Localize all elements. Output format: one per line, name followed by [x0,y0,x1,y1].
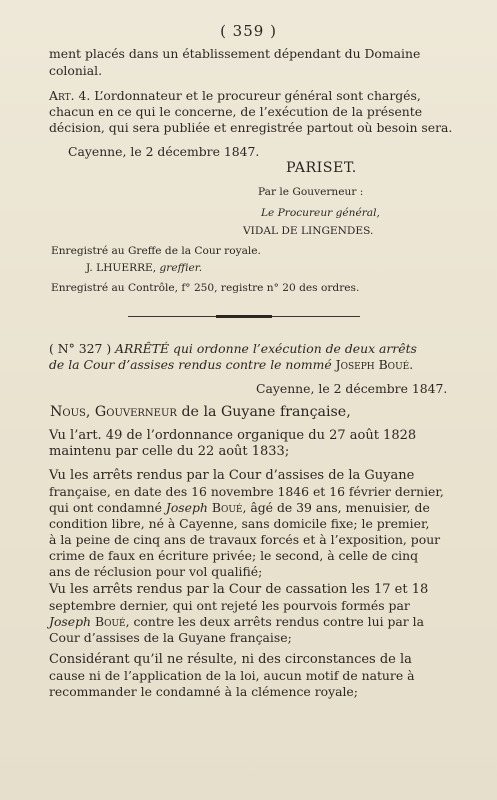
text-line: Cour d’assises de la Guyane française; [49,630,292,645]
greffier-line [86,262,202,274]
convict-name: Joseph Boué. [335,357,414,372]
gouverneur: Gouverneur [94,404,177,420]
decree-date: Cayenne, le 2 décembre 1847. [256,381,448,396]
section-divider [128,316,360,317]
text-line: colonial. [49,63,103,78]
greffe-line: Enregistré au Greffe de la Cour royale. [51,245,261,257]
convict-firstname: Joseph [165,500,208,515]
page-number: ( 359 ) [220,22,277,40]
text-span: , âgé de 39 ans, menuisier, de [242,500,430,515]
procureur-name: VIDAL DE LINGENDES. [243,225,374,237]
text-line: Considérant qu’il ne résulte, ni des circonstances de la [49,652,412,667]
signer-name: PARISET. [286,160,357,176]
by-governor-line: Par le Gouverneur : [258,186,364,198]
nous: Nous, [50,404,95,420]
text-line: maintenu par celle du 22 août 1833; [49,444,290,459]
convict-surname: Boué [207,500,243,515]
decree-title-line-2 [49,357,413,373]
decree-number: ( N° 327 ) [49,341,112,356]
text-line: ment placés dans un établissement dépendant du Domaine [49,46,421,61]
convict-firstname: Joseph [49,614,92,629]
text-line: Vu les arrêts rendus par la Cour de cassation les 17 et 18 [49,582,429,597]
text-line [49,614,424,630]
decree-title-text: de la Cour d’assises rendus contre le nommé [49,357,336,372]
decree-title-line-1 [49,341,417,357]
text-line: cause ni de l’application de la loi, aucun motif de nature à [49,668,415,683]
text-line: ans de réclusion pour vol qualifié; [49,564,263,579]
text-line: septembre dernier, qui ont rejeté les pourvois formés par [49,598,410,613]
text-line: décision, qui sera publiée et enregistrée partout où besoin sera. [49,120,453,135]
text-span: de la Guyane française, [176,404,351,420]
article-label: Art. 4. [49,88,91,103]
decree-title-text: ARRÊTÉ qui ordonne l’exécution de deux arrêts [111,341,417,356]
text-line: chacun en ce qui le concerne, de l’exécution de la présente [49,104,423,119]
controle-line: Enregistré au Contrôle, f° 250, registre n° 20 des ordres. [51,282,360,294]
text-line: Vu l’art. 49 de l’ordonnance organique du 27 août 1828 [49,428,417,443]
procureur-title: Le Procureur général, [261,207,380,219]
text-line: à la peine de cinq ans de travaux forcés et à l’exposition, pour [49,532,441,547]
text-span: qui ont condamné [49,500,166,515]
text-span: , contre les deux arrêts rendus contre lui par la [125,614,425,629]
text-line: crime de faux en écriture privée; le second, à celle de cinq [49,548,419,563]
text-line: condition libre, né à Cayenne, sans domicile fixe; le premier, [49,516,430,531]
article-4-line [49,88,421,104]
text-span: L’ordonnateur et le procureur général sont chargés, [90,88,421,103]
greffier-name: J. LHUERRE, [86,262,160,274]
date-line: Cayenne, le 2 décembre 1847. [68,144,260,159]
text-line: Vu les arrêts rendus par la Cour d’assises de la Guyane [49,468,415,483]
text-line: recommander le condamné à la clémence royale; [49,684,358,699]
text-line: française, en date des 16 novembre 1846 et 16 février dernier, [49,484,444,499]
text-line [49,500,430,516]
convict-surname: Boué [91,614,126,629]
greffier-title: greffier. [159,262,203,274]
nous-line [50,404,351,420]
